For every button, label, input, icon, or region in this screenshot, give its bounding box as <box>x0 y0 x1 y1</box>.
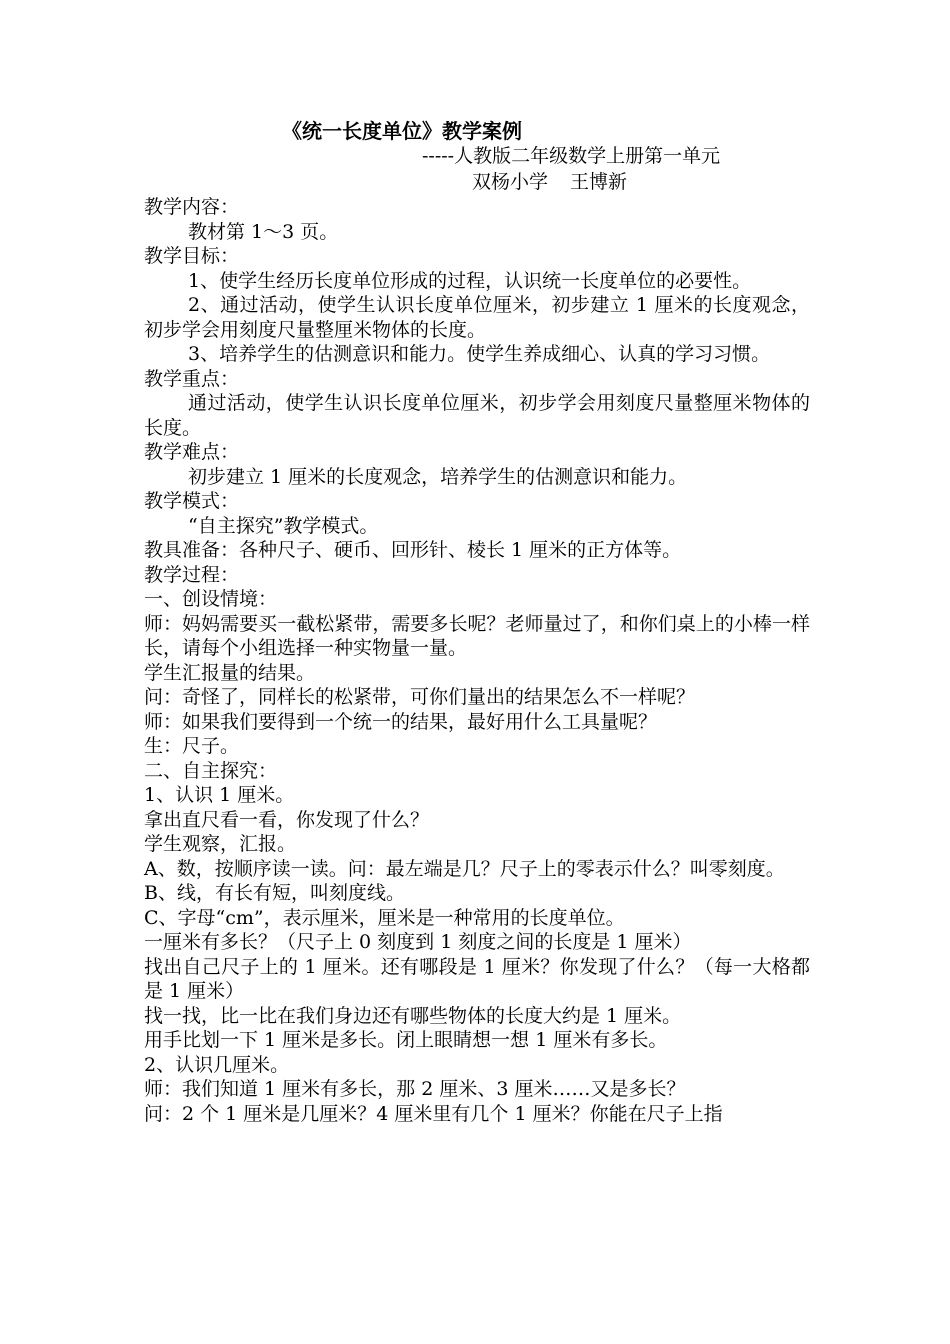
process-line: 拿出直尺看一看，你发现了什么？ <box>144 808 430 831</box>
process-line: 师：妈妈需要买一截松紧带，需要多长呢？老师量过了，和你们桌上的小棒一样长，请每个小组选择一种实物量一量。 <box>144 612 810 659</box>
process-line: 2、认识几厘米。 <box>144 1053 290 1076</box>
mode-heading: 教学模式： <box>144 490 240 512</box>
goal-item: 1、使学生经历长度单位形成的过程，认识统一长度单位的必要性。 <box>188 269 752 292</box>
process-line: 找出自己尺子上的 1 厘米。还有哪段是 1 厘米？你发现了什么？（每一大格都是 1 厘米） <box>144 955 810 1002</box>
process-heading: 教学过程： <box>144 563 240 586</box>
difficulty-text: 初步建立 1 厘米的长度观念，培养学生的估测意识和能力。 <box>188 465 688 488</box>
process-line: 一厘米有多长？（尺子上 0 刻度到 1 刻度之间的长度是 1 厘米） <box>144 931 692 953</box>
author-line <box>144 169 810 195</box>
difficulty-heading: 教学难点： <box>144 441 240 463</box>
goal-item: 2、通过活动，使学生认识长度单位厘米，初步建立 1 厘米的长度观念，初步学会用刻度尺量整厘米物体的长度。 <box>144 294 810 341</box>
process-line: 问：奇怪了，同样长的松紧带，可你们量出的结果怎么不一样呢？ <box>144 686 696 708</box>
process-line: A、数，按顺序读一读。问：最左端是几？尺子上的零表示什么？叫零刻度。 <box>144 857 785 880</box>
tools-text: 教具准备：各种尺子、硬币、回形针、棱长 1 厘米的正方体等。 <box>144 539 682 561</box>
document-title: 《统一长度单位》教学案例 <box>282 119 522 143</box>
process-line: 问：2 个 1 厘米是几厘米？4 厘米里有几个 1 厘米？你能在尺子上指 <box>144 1102 723 1125</box>
process-line: C、字母“cm”，表示厘米，厘米是一种常用的长度单位。 <box>144 906 625 929</box>
process-line: 二、自主探究： <box>144 759 278 782</box>
mode-text: “自主探究”教学模式。 <box>188 514 379 537</box>
document-page <box>144 118 810 1126</box>
process-line: 一、创设情境： <box>144 588 278 610</box>
process-line: 用手比划一下 1 厘米是多长。闭上眼睛想一想 1 厘米有多长。 <box>144 1029 668 1051</box>
process-line: B、线，有长有短，叫刻度线。 <box>144 882 405 904</box>
goals-heading: 教学目标： <box>144 245 240 267</box>
process-line: 学生汇报量的结果。 <box>144 661 316 684</box>
key-text: 通过活动，使学生认识长度单位厘米，初步学会用刻度尺量整厘米物体的长度。 <box>144 392 810 439</box>
process-line: 找一找，比一比在我们身边还有哪些物体的长度大约是 1 厘米。 <box>144 1004 682 1027</box>
school-name: 双杨小学 <box>472 171 549 193</box>
content-text: 教材第 1～3 页。 <box>188 220 339 243</box>
key-heading: 教学重点： <box>144 367 240 390</box>
process-line: 师：我们知道 1 厘米有多长，那 2 厘米、3 厘米……又是多长？ <box>144 1078 686 1100</box>
process-line: 学生观察，汇报。 <box>144 833 297 855</box>
process-line: 生：尺子。 <box>144 735 240 757</box>
goal-item: 3、培养学生的估测意识和能力。使学生养成细心、认真的学习习惯。 <box>188 343 771 365</box>
author-name: 王博新 <box>570 171 628 193</box>
process-line: 师：如果我们要得到一个统一的结果，最好用什么工具量呢？ <box>144 710 658 733</box>
content-heading: 教学内容： <box>144 196 240 218</box>
process-line: 1、认识 1 厘米。 <box>144 784 295 806</box>
document-subtitle: -----人教版二年级数学上册第一单元 <box>422 145 721 167</box>
